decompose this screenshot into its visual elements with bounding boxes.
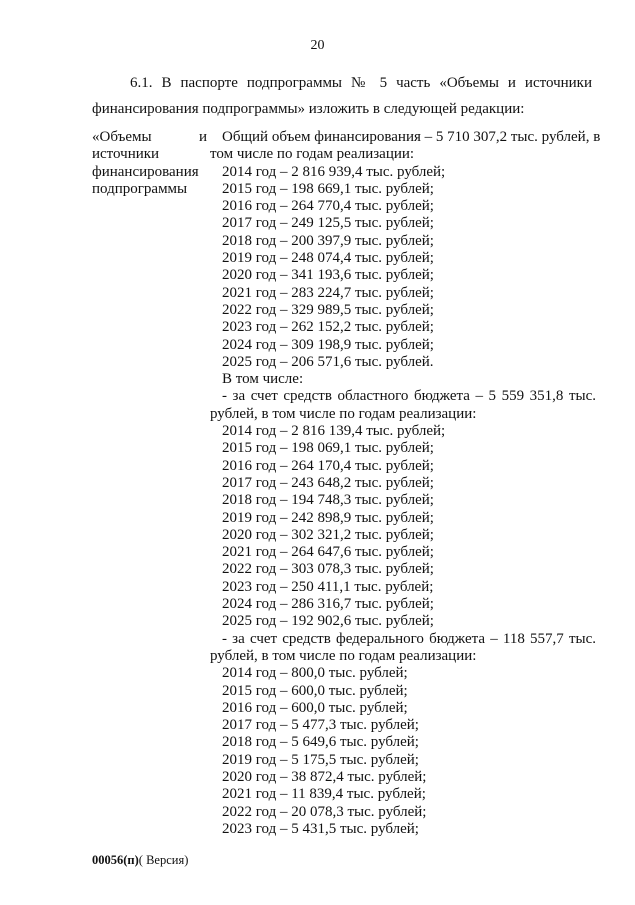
section-label-word: «Объемы <box>92 129 152 145</box>
federal-year-item: 2021 год – 11 839,4 тыс. рублей; <box>222 786 426 803</box>
federal-year-item: 2019 год – 5 175,5 тыс. рублей; <box>222 751 419 768</box>
federal-years-list <box>210 665 596 838</box>
section-label-line-3: финансирования <box>92 163 199 180</box>
regional-line-2: рублей, в том числе по годам реализации: <box>210 405 477 422</box>
regional-year-item: 2019 год – 242 898,9 тыс. рублей; <box>222 509 434 526</box>
section-label-word: и <box>198 129 207 145</box>
federal-year-item: 2023 год – 5 431,5 тыс. рублей; <box>222 820 419 837</box>
regional-year-item: 2017 год – 243 648,2 тыс. рублей; <box>222 474 434 491</box>
section-label <box>92 129 207 198</box>
total-year-item: 2015 год – 198 669,1 тыс. рублей; <box>222 180 434 197</box>
federal-year-item: 2017 год – 5 477,3 тыс. рублей; <box>222 717 419 734</box>
total-line-1: Общий объем финансирования – 5 710 307,2 тыс. рублей, в <box>222 129 601 145</box>
total-year-item: 2023 год – 262 152,2 тыс. рублей; <box>222 319 434 336</box>
total-year-item: 2022 год – 329 989,5 тыс. рублей; <box>222 301 434 318</box>
in-total-label: В том числе: <box>222 371 304 388</box>
total-year-item: 2018 год – 200 397,9 тыс. рублей; <box>222 232 434 249</box>
federal-year-item: 2018 год – 5 649,6 тыс. рублей; <box>222 734 419 751</box>
federal-line-1: - за счет средств федерального бюджета – 118 557,7 тыс. <box>222 630 596 647</box>
regional-year-item: 2018 год – 194 748,3 тыс. рублей; <box>222 492 434 509</box>
regional-year-item: 2022 год – 303 078,3 тыс. рублей; <box>222 561 434 578</box>
federal-year-item: 2016 год – 600,0 тыс. рублей; <box>222 699 408 716</box>
regional-years-list <box>210 423 596 631</box>
total-year-item: 2016 год – 264 770,4 тыс. рублей; <box>222 198 434 215</box>
regional-year-item: 2024 год – 286 316,7 тыс. рублей; <box>222 596 434 613</box>
page-number: 20 <box>310 38 325 53</box>
regional-line-1: - за счет средств областного бюджета – 5 559 351,8 тыс. <box>222 388 596 405</box>
total-year-item: 2020 год – 341 193,6 тыс. рублей; <box>222 267 434 284</box>
section-label-line-4: подпрограммы <box>92 180 188 197</box>
regional-year-item: 2025 год – 192 902,6 тыс. рублей; <box>222 613 434 630</box>
document-footer <box>92 853 188 868</box>
section-label-line-2: источники <box>92 146 160 163</box>
intro-text: 6.1. В паспорте подпрограммы № 5 часть «Объемы и источники финансирования подпрограммы» изложить в следующей редакции: <box>92 75 592 117</box>
federal-year-item: 2020 год – 38 872,4 тыс. рублей; <box>222 768 427 785</box>
total-year-item: 2024 год – 309 198,9 тыс. рублей; <box>222 336 434 353</box>
document-version: ( Версия) <box>138 853 189 867</box>
total-year-item: 2021 год – 283 224,7 тыс. рублей; <box>222 284 434 301</box>
federal-year-item: 2014 год – 800,0 тыс. рублей; <box>222 665 408 682</box>
regional-year-item: 2020 год – 302 321,2 тыс. рублей; <box>222 526 434 543</box>
total-years-list <box>210 164 596 372</box>
federal-year-item: 2022 год – 20 078,3 тыс. рублей; <box>222 803 427 820</box>
total-line-2: том числе по годам реализации: <box>210 146 415 163</box>
regional-year-item: 2015 год – 198 069,1 тыс. рублей; <box>222 440 434 457</box>
financing-details <box>210 129 601 838</box>
total-year-item: 2014 год – 2 816 939,4 тыс. рублей; <box>222 163 446 180</box>
federal-line-2: рублей, в том числе по годам реализации: <box>210 647 477 664</box>
total-year-item: 2019 год – 248 074,4 тыс. рублей; <box>222 250 434 267</box>
intro-paragraph <box>92 70 592 122</box>
federal-year-item: 2015 год – 600,0 тыс. рублей; <box>222 682 408 699</box>
section-label-line-1 <box>92 129 207 146</box>
regional-year-item: 2023 год – 250 411,1 тыс. рублей; <box>222 578 434 595</box>
regional-year-item: 2014 год – 2 816 139,4 тыс. рублей; <box>222 423 446 440</box>
total-year-item: 2025 год – 206 571,6 тыс. рублей. <box>222 353 434 370</box>
regional-year-item: 2021 год – 264 647,6 тыс. рублей; <box>222 544 434 561</box>
regional-year-item: 2016 год – 264 170,4 тыс. рублей; <box>222 457 434 474</box>
total-year-item: 2017 год – 249 125,5 тыс. рублей; <box>222 215 434 232</box>
document-code: 00056(п) <box>92 853 139 867</box>
